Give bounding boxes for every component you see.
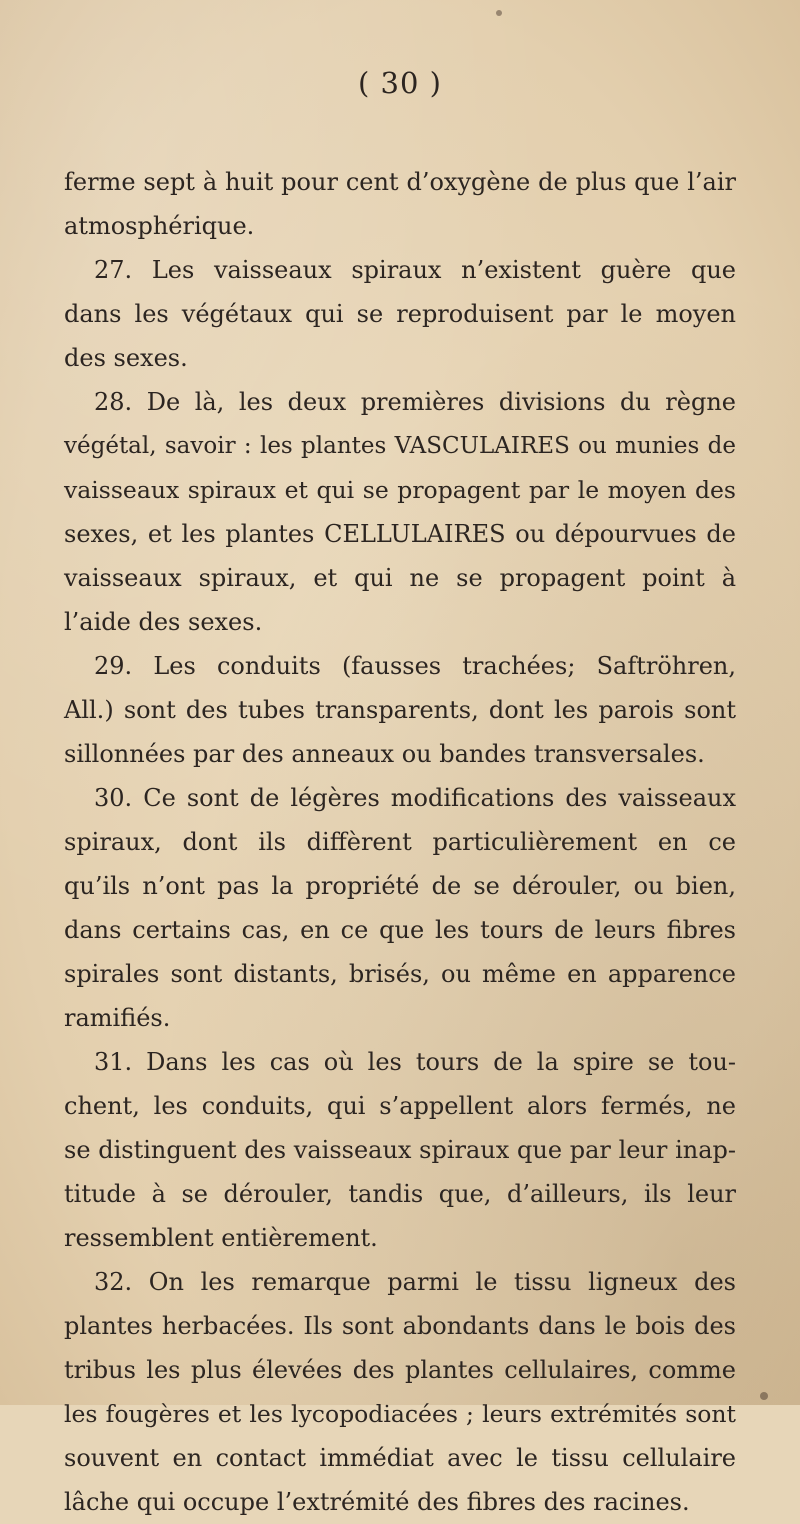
text-line: atmosphérique. [64,212,255,240]
text-line: 27. Les vaisseaux spiraux n’existent guère que [94,256,736,284]
text-line: l’aide des sexes. [64,608,263,636]
text-line: tribus les plus élevées des plantes cellulaires, comme [64,1356,736,1384]
text-line: titude à se dérouler, tandis que, d’ailleurs, ils leur [64,1180,736,1208]
text-line: dans les végétaux qui se reproduisent par le moyen [64,300,736,328]
text-line: 29. Les conduits (fausses trachées; Saftröhren, [94,652,736,680]
text-line: les fougères et les lycopodiacées ; leurs extrémités sont [64,1400,736,1428]
text-line: sillonnées par des anneaux ou bandes transversales. [64,740,705,768]
page-number: ( 30 ) [358,66,442,100]
text-line: qu’ils n’ont pas la propriété de se dérouler, ou bien, [64,872,736,900]
text-line: ressemblent entièrement. [64,1224,378,1252]
text-line: vaisseaux spiraux, et qui ne se propagent point à [64,564,736,592]
text-line: plantes herbacées. Ils sont abondants dans le bois des [64,1312,736,1340]
ink-speck [496,10,502,16]
text-line: lâche qui occupe l’extrémité des fibres des racines. [64,1488,690,1516]
text-line: sexes, et les plantes CELLULAIRES ou dépourvues de [64,520,736,548]
text-line: 28. De là, les deux premières divisions du règne [94,388,736,416]
text-line: spiraux, dont ils diffèrent particulièrement en ce [64,828,736,856]
text-line: ramifiés. [64,1004,171,1032]
text-line: ferme sept à huit pour cent d’oxygène de plus que l’air [64,168,736,196]
text-line: se distinguent des vaisseaux spiraux que par leur inap- [64,1136,736,1164]
text-line: 31. Dans les cas où les tours de la spire se tou- [94,1048,736,1076]
text-line: vaisseaux spiraux et qui se propagent par le moyen des [64,476,736,504]
text-line: 32. On les remarque parmi le tissu ligneux des [94,1268,736,1296]
text-line: végétal, savoir : les plantes VASCULAIRES ou munies de [64,433,736,459]
text-line: chent, les conduits, qui s’appellent alors fermés, ne [64,1092,736,1120]
text-line: souvent en contact immédiat avec le tissu cellulaire [64,1444,736,1472]
ink-speck [760,1392,768,1400]
text-line: 30. Ce sont de légères modifications des vaisseaux [94,784,736,812]
text-line: des sexes. [64,344,188,372]
text-line: spirales sont distants, brisés, ou même en apparence [64,960,736,988]
text-line: All.) sont des tubes transparents, dont les parois sont [64,696,736,724]
text-line: dans certains cas, en ce que les tours de leurs fibres [64,916,736,944]
text-body [64,160,736,1524]
